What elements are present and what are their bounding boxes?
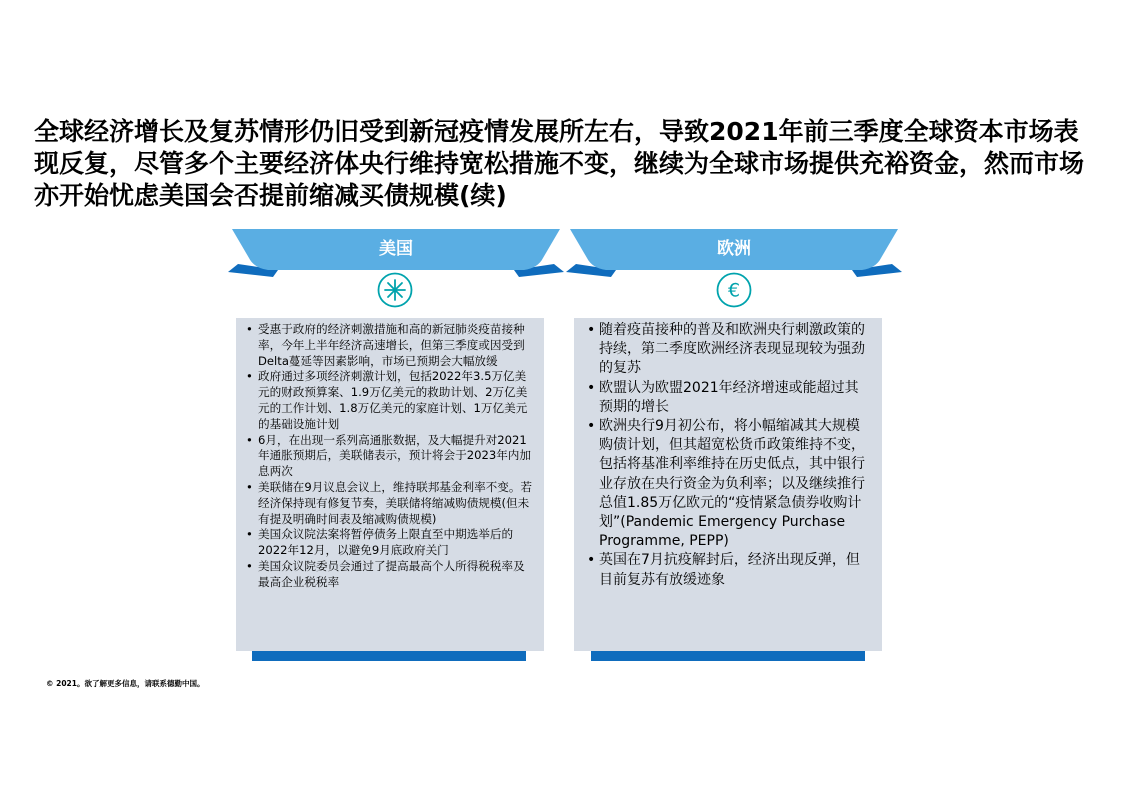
eu-panel-bar	[591, 651, 865, 661]
list-item: • 英国在7月抗疫解封后，经济出现反弹，但目前复苏有放缓迹象	[587, 551, 872, 589]
us-label: 美国	[379, 239, 413, 259]
list-item: • 随着疫苗接种的普及和欧洲央行刺激政策的持续，第二季度欧洲经济表现显现较为强劲的复苏	[587, 321, 872, 379]
footer-copyright: © 2021。欲了解更多信息，请联系德勤中国。	[46, 679, 205, 688]
list-item: • 受惠于政府的经济刺激措施和高的新冠肺炎疫苗接种率，今年上半年经济高速增长，但第三季度或因受到Delta蔓延等因素影响，市场已预期会大幅放缓	[246, 322, 534, 369]
us-panel-bar	[252, 651, 526, 661]
euro-icon	[716, 272, 752, 308]
eu-bullet-list	[587, 321, 872, 590]
list-item: • 美联储在9月议息会议上，维持联邦基金利率不变。若经济保持现有修复节奏，美联储将缩减购债规模(但未有提及明确时间表及缩减购债规模)	[246, 480, 534, 527]
list-item: • 美国众议院委员会通过了提高最高个人所得税税率及最高企业税税率	[246, 559, 534, 591]
asterisk-icon	[377, 272, 413, 308]
eu-panel	[574, 318, 882, 651]
list-item: • 美国众议院法案将暂停债务上限直至中期选举后的2022年12月，以避免9月底政府关门	[246, 527, 534, 559]
us-panel	[236, 318, 544, 651]
list-item: • 6月，在出现一系列高通胀数据，及大幅提升对2021年通胀预期后，美联储表示，预计将会于2023年内加息两次	[246, 433, 534, 480]
euro-glyph: €	[727, 279, 741, 302]
page-title: 全球经济增长及复苏情形仍旧受到新冠疫情发展所左右，导致2021年前三季度全球资本市场表现反复，尽管多个主要经济体央行维持宽松措施不变，继续为全球市场提供充裕资金，然而市场亦开始忧虑美国会否提前缩减买债规模(续)	[34, 117, 1085, 210]
list-item: • 欧洲央行9月初公布，将小幅缩减其大规模购债计划，但其超宽松货币政策维持不变，包括将基准利率维持在历史低点，其中银行业存放在央行资金为负利率；以及继续推行总值1.85万亿欧元的“疫情紧急债券收购计划”(Pandemic Emergency Purchase Programme, PEPP)	[587, 417, 872, 551]
list-item: • 政府通过多项经济刺激计划，包括2022年3.5万亿美元的财政预算案、1.9万亿美元的救助计划、2万亿美元的工作计划、1.8万亿美元的家庭计划、1万亿美元的基础设施计划	[246, 369, 534, 432]
list-item: • 欧盟认为欧盟2021年经济增速或能超过其预期的增长	[587, 379, 872, 417]
us-bullet-list	[246, 322, 534, 591]
eu-label: 欧洲	[717, 239, 751, 259]
